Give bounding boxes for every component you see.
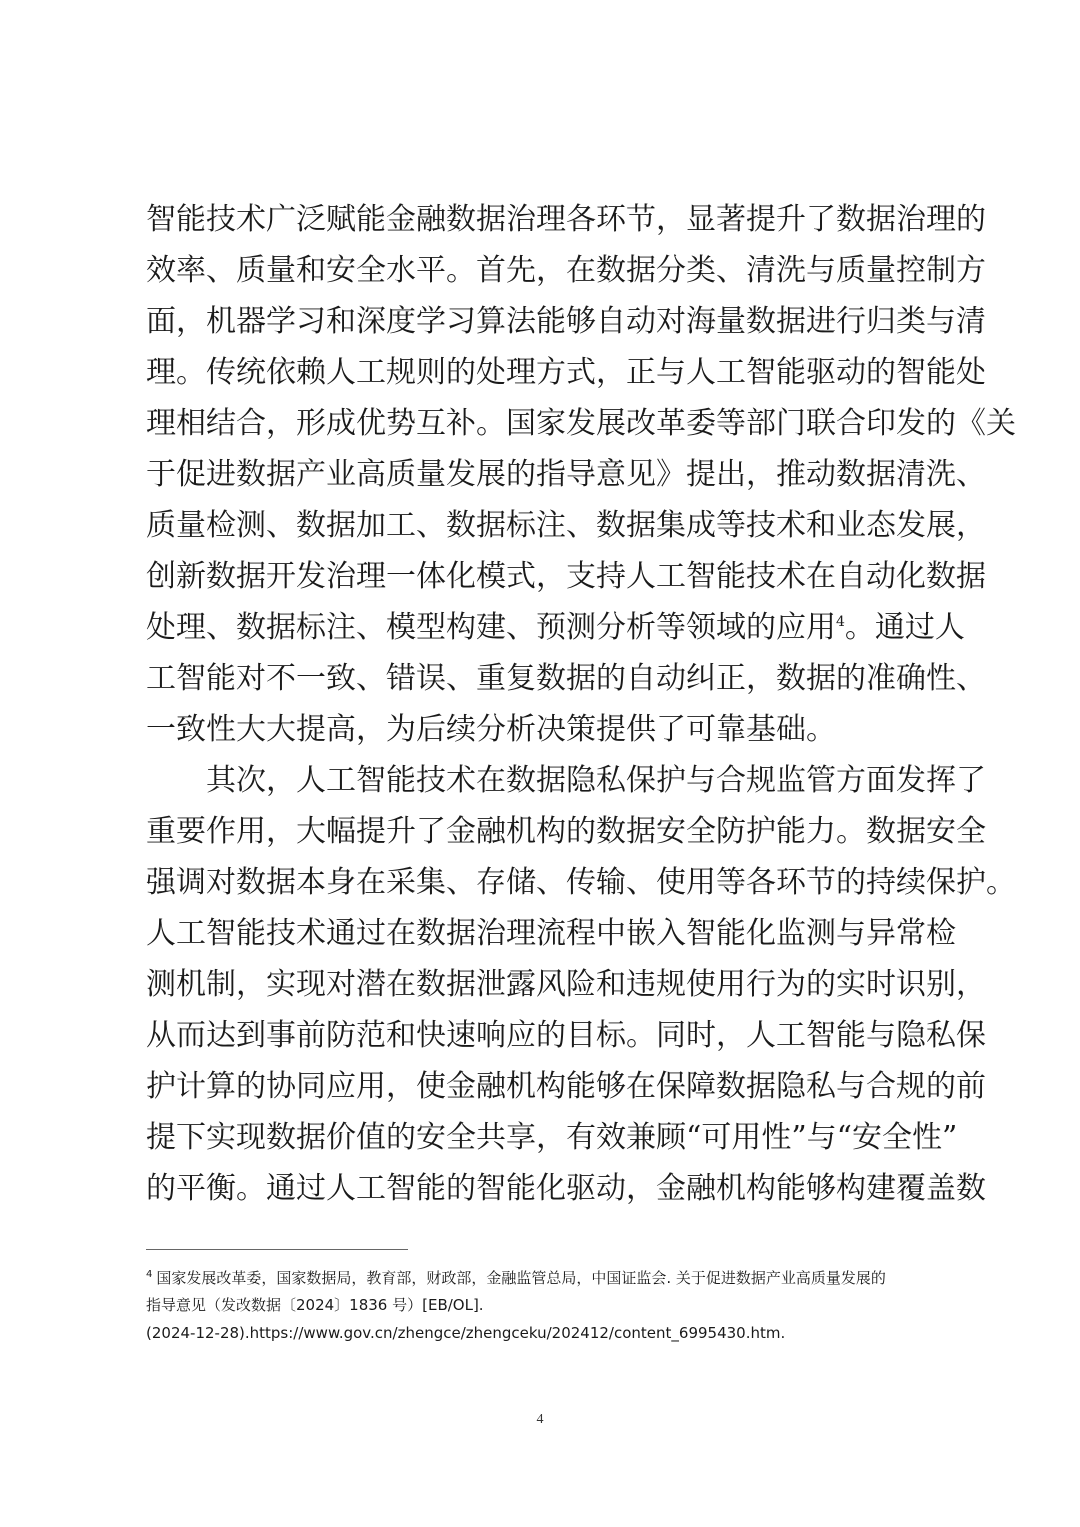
body-line-9: [146, 605, 965, 651]
body-line-4: 理。传统依赖人工规则的处理方式，正与人工智能驱动的智能处: [146, 355, 986, 390]
body-line-1: 智能技术广泛赋能金融数据治理各环节，显著提升了数据治理的: [146, 202, 986, 237]
footnote-line-1: [146, 1265, 886, 1291]
body-line-17: 从而达到事前防范和快速响应的目标。同时，人工智能与隐私保: [146, 1018, 986, 1053]
body-line-15: 人工智能技术通过在数据治理流程中嵌入智能化监测与异常检: [146, 916, 956, 951]
footnote-text-1: 国家发展改革委，国家数据局，教育部，财政部，金融监管总局，中国证监会. 关于促进数据产业高质量发展的: [156, 1269, 886, 1287]
body-line-10: 工智能对不一致、错误、重复数据的自动纠正，数据的准确性、: [146, 661, 986, 696]
body-line-19: 提下实现数据价值的安全共享，有效兼顾“可用性”与“安全性”: [146, 1120, 958, 1155]
body-line-3: 面，机器学习和深度学习算法能够自动对海量数据进行归类与清: [146, 304, 986, 339]
body-line-5: 理相结合，形成优势互补。国家发展改革委等部门联合印发的《关: [146, 406, 1016, 441]
body-line-9-tail: 。通过人: [844, 610, 965, 645]
footnote-line-3[interactable]: (2024-12-28).https://www.gov.cn/zhengce/zhengceku/202412/content_6995430.htm.: [146, 1324, 786, 1342]
body-line-16: 测机制，实现对潜在数据泄露风险和违规使用行为的实时识别，: [146, 967, 986, 1002]
body-line-13: 重要作用，大幅提升了金融机构的数据安全防护能力。数据安全: [146, 814, 986, 849]
body-line-14: 强调对数据本身在采集、存储、传输、使用等各环节的持续保护。: [146, 865, 1016, 900]
page-number: 4: [536, 1412, 544, 1427]
footnote-line-2: 指导意见（发改数据〔2024〕1836 号）[EB/OL].: [146, 1296, 484, 1314]
body-line-7: 质量检测、数据加工、数据标注、数据集成等技术和业态发展，: [146, 508, 986, 543]
body-line-9-text: 处理、数据标注、模型构建、预测分析等领域的应用: [146, 610, 836, 645]
body-line-12: 其次，人工智能技术在数据隐私保护与合规监管方面发挥了: [206, 763, 986, 798]
body-line-6: 于促进数据产业高质量发展的指导意见》提出，推动数据清洗、: [146, 457, 986, 492]
body-line-18: 护计算的协同应用，使金融机构能够在保障数据隐私与合规的前: [146, 1069, 986, 1104]
body-line-2: 效率、质量和安全水平。首先，在数据分类、清洗与质量控制方: [146, 253, 986, 288]
body-line-20: 的平衡。通过人工智能的智能化驱动，金融机构能够构建覆盖数: [146, 1171, 986, 1206]
footnote-reference[interactable]: 4: [836, 614, 845, 630]
footnote-mark: 4: [146, 1269, 153, 1280]
footnote-divider: [146, 1249, 408, 1250]
body-line-8: 创新数据开发治理一体化模式，支持人工智能技术在自动化数据: [146, 559, 986, 594]
body-line-11: 一致性大大提高，为后续分析决策提供了可靠基础。: [146, 712, 836, 747]
